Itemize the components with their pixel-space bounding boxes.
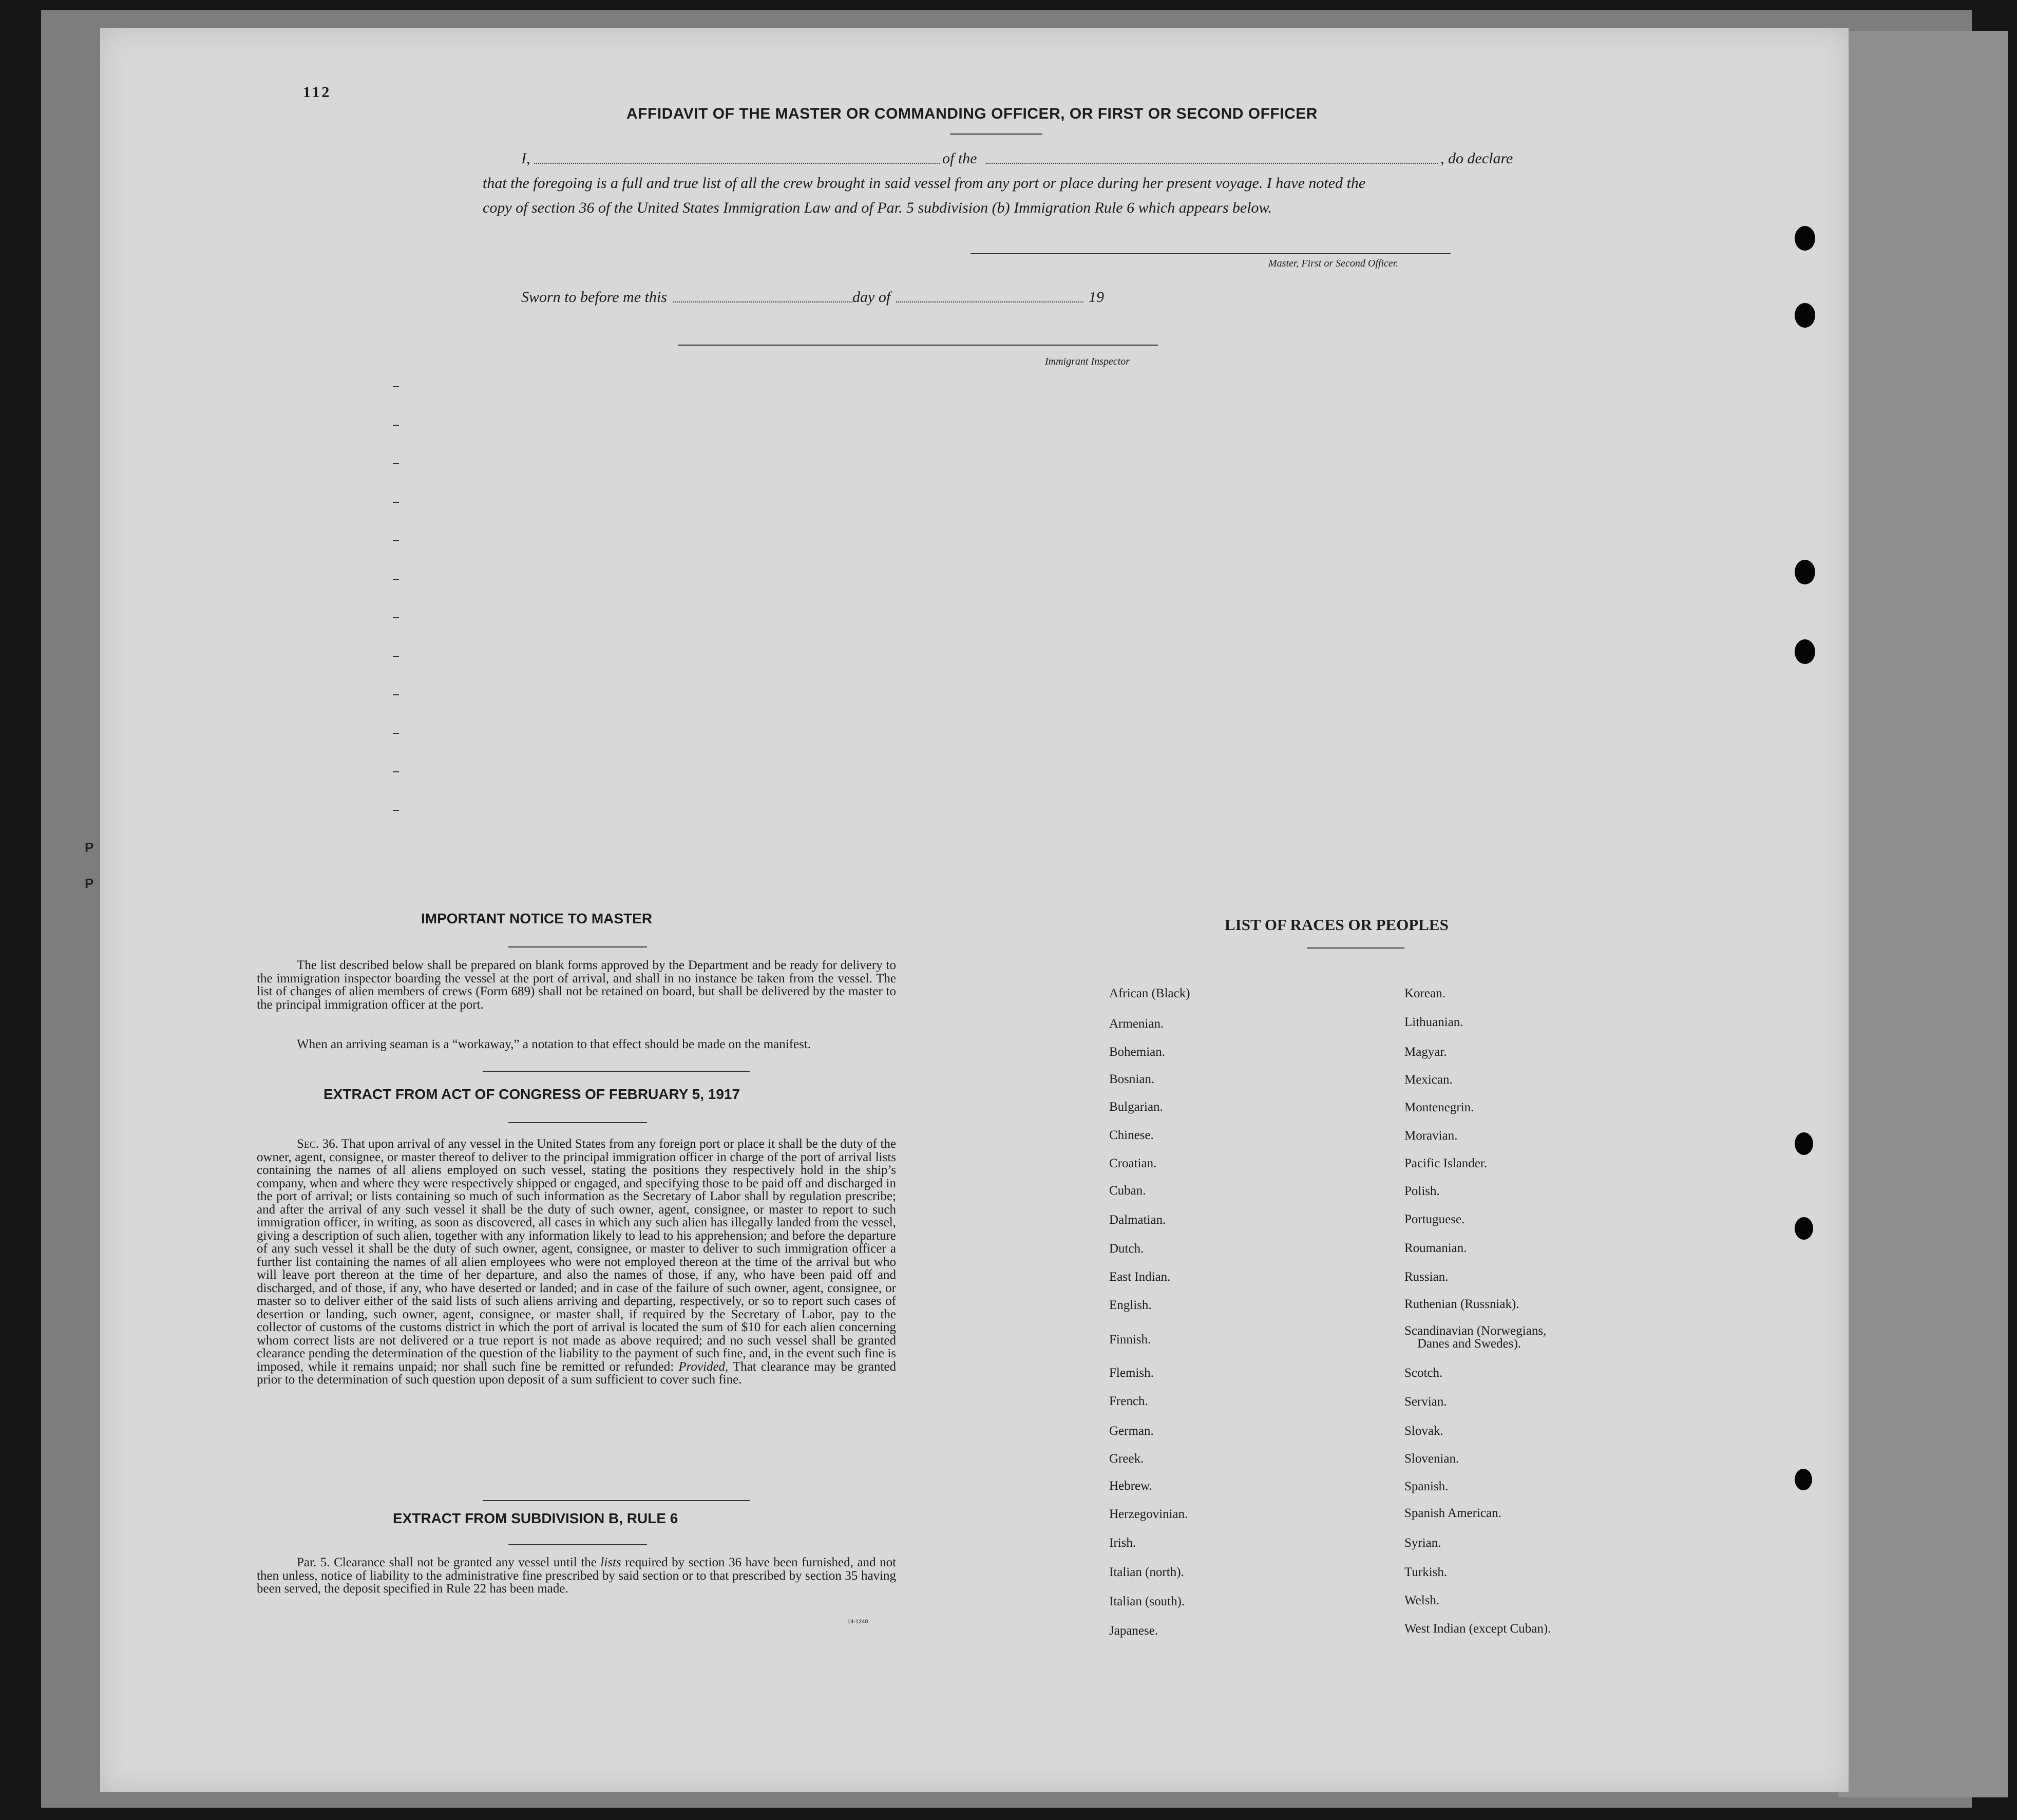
races-title: LIST OF RACES OR PEOPLES	[1225, 916, 1449, 934]
affidavit-declare: , do declare	[1440, 150, 1513, 167]
race-item: Irish.	[1109, 1536, 1136, 1550]
race-item: Ruthenian (Russniak).	[1404, 1297, 1519, 1311]
binder-hole	[1795, 303, 1815, 328]
notice-rule	[508, 946, 647, 947]
race-item: Lithuanian.	[1404, 1015, 1463, 1029]
affidavit-i: I,	[521, 150, 530, 167]
notice-para-1: The list described below shall be prepared on blank forms approved by the Department and be ready for delivery to the immigration inspector boarding the vessel at the port of arrival, and shall in no instance be taken from the vessel. The list of changes of alien members of crews (Form 689) shall not be retained on board, but shall be delivered by the master to the principal immigration officer at the port.	[257, 958, 896, 1012]
race-item: Italian (south).	[1109, 1595, 1185, 1608]
race-item: Russian.	[1404, 1270, 1449, 1284]
month-blank	[896, 301, 1083, 302]
row-dash	[393, 579, 399, 580]
row-dash	[393, 771, 399, 772]
master-signature-line	[971, 253, 1451, 254]
race-item: Servian.	[1404, 1395, 1447, 1409]
race-item: Armenian.	[1109, 1017, 1164, 1031]
row-dash	[393, 425, 399, 426]
race-item: Polish.	[1404, 1184, 1440, 1198]
margin-mark: P	[85, 876, 94, 891]
binder-hole	[1795, 1132, 1813, 1155]
binder-hole	[1795, 226, 1815, 251]
race-item: Flemish.	[1109, 1366, 1154, 1380]
row-dash	[393, 656, 399, 657]
notice-para-2: When an arriving seaman is a “workaway,” a notation to that effect should be made on the manifest.	[297, 1037, 811, 1051]
race-item: Syrian.	[1404, 1536, 1441, 1550]
inspector-signature-line	[678, 345, 1158, 346]
race-item: Bosnian.	[1109, 1072, 1155, 1086]
race-item: Dutch.	[1109, 1242, 1144, 1256]
extract-act-rule	[508, 1122, 647, 1123]
sec-36-body: That upon arrival of any vessel in the United States from any foreign port or place it shall be the duty of the owner, agent, consignee, or master thereof to deliver to the principal immigration officer in charge of the port of arrival lists containing the names of all aliens employed on such vessel, stating the positions they respectively hold in the ship’s company, when and where they were respectively shipped or engaged, and specifying those to be paid off and discharged in the port of arrival; or lists containing so much of such information as the Secretary of Labor shall by regulation prescribe; and after the arrival of any such vessel it shall be the duty of such owner, agent, consignee, or master to report to such immigration officer, in writing, as soon as discovered, all cases in which any such alien has illegally landed from the vessel, giving a description of such alien, together with any information likely to lead to his apprehension; and before the departure of any such vessel it shall be the duty of such owner, agent, consignee, or master to deliver to such immigration officer a further list containing the names of all alien employees who were not employed thereon at the time of the arrival but who will leave port thereon at the time of her departure, and also the names of those, if any, who have been paid off and discharged, and of those, if any, who have deserted or landed; and in case of the failure of such owner, agent, consignee, or master so to deliver either of the said lists of such aliens arriving and departing, respectively, or so to report such cases of desertion or landing, such owner, agent, consignee, or master shall, if required by the Secretary of Labor, pay to the collector of customs of the customs district in which the port of arrival is located the sum of $10 for each alien concerning whom correct lists are not delivered or a true report is not made as above required; and no such vessel shall be granted clearance pending the determination of the question of the liability to the payment of such fine, and, in the event such fine is imposed, while it remains unpaid; nor shall such fine be remitted or refunded:	[257, 1137, 896, 1374]
affidavit-of-the: of the	[942, 150, 977, 167]
sec-label: Sec. 36.	[297, 1137, 338, 1151]
extract-act-title: EXTRACT FROM ACT OF CONGRESS OF FEBRUARY 5, 1917	[324, 1086, 740, 1102]
form-number: 14-1240	[847, 1619, 868, 1625]
race-item: Korean.	[1404, 987, 1445, 1000]
row-dash	[393, 810, 399, 811]
row-dash	[393, 502, 399, 503]
race-item: Moravian.	[1404, 1129, 1458, 1143]
form-page	[85, 28, 1849, 1792]
race-item: Dalmatian.	[1109, 1213, 1166, 1227]
margin-mark: P	[85, 840, 94, 855]
provided-word: Provided,	[678, 1359, 729, 1374]
race-item: English.	[1109, 1298, 1152, 1312]
race-item: Japanese.	[1109, 1624, 1158, 1638]
race-item: Welsh.	[1404, 1594, 1440, 1607]
race-item: Spanish.	[1404, 1480, 1449, 1493]
race-item: Greek.	[1109, 1452, 1144, 1466]
sworn-text: Sworn to before me this	[521, 289, 667, 306]
race-item: Cuban.	[1109, 1184, 1146, 1198]
race-item: Turkish.	[1404, 1565, 1448, 1579]
vessel-blank	[986, 163, 1438, 164]
sworn-day-blank	[673, 301, 852, 302]
master-caption: Master, First or Second Officer.	[1268, 258, 1399, 269]
inspector-caption: Immigrant Inspector	[1045, 356, 1130, 367]
race-item: Pacific Islander.	[1404, 1157, 1488, 1170]
race-item: Chinese.	[1109, 1128, 1154, 1142]
extract-separator	[483, 1500, 750, 1501]
race-item: Herzegovinian.	[1109, 1507, 1188, 1521]
sec-36-end: That clearance may be granted prior to the determination of such question upon deposit of a sum sufficient to cover such fine.	[257, 1359, 897, 1387]
row-dash	[393, 617, 399, 618]
race-item: Montenegrin.	[1404, 1101, 1474, 1114]
row-dash	[393, 463, 399, 464]
binder-hole	[1795, 1217, 1813, 1240]
binder-hole	[1795, 639, 1815, 664]
race-item: Spanish American.	[1404, 1506, 1501, 1520]
underlying-sheet-right	[1838, 31, 2008, 1797]
races-rule	[1307, 947, 1404, 949]
extract-rule-title: EXTRACT FROM SUBDIVISION B, RULE 6	[393, 1510, 678, 1526]
race-item: West Indian (except Cuban).	[1404, 1622, 1551, 1636]
race-item: Finnish.	[1109, 1333, 1151, 1347]
affidavit-line3: copy of section 36 of the United States Immigration Law and of Par. 5 subdivision (b) Immigration Rule 6 which appears below.	[483, 199, 1272, 216]
race-item: Mexican.	[1404, 1073, 1453, 1087]
extract-act-text	[257, 1138, 896, 1387]
race-item: Portuguese.	[1404, 1212, 1465, 1226]
race-item: Magyar.	[1404, 1045, 1447, 1059]
race-item: Scandinavian (Norwegians,	[1404, 1324, 1547, 1338]
race-item: Scotch.	[1404, 1366, 1443, 1380]
extract-rule-text	[257, 1556, 896, 1596]
race-item: Roumanian.	[1404, 1241, 1467, 1255]
title-rule	[950, 134, 1042, 135]
notice-title: IMPORTANT NOTICE TO MASTER	[421, 911, 653, 926]
race-item: Slovak.	[1404, 1424, 1443, 1438]
race-item: Danes and Swedes).	[1417, 1337, 1521, 1351]
rule-lists-word: lists	[600, 1556, 621, 1569]
race-item: Bohemian.	[1109, 1045, 1166, 1059]
day-of-text: day of	[852, 289, 891, 306]
notice-separator	[483, 1071, 750, 1072]
extract-rule-rule	[508, 1544, 647, 1545]
race-item: Hebrew.	[1109, 1479, 1152, 1493]
name-blank	[534, 163, 940, 164]
race-item: Croatian.	[1109, 1157, 1157, 1170]
rule-text-b: required by section 36 have been furnished, and not then unless, notice of liability to the administrative fine prescribed by said section or to that prescribed by section 35 having been served, the deposit specified in Rule 22 has been made.	[257, 1556, 897, 1596]
binder-hole	[1795, 1469, 1812, 1490]
header-handwritten-mark: 112	[303, 84, 332, 101]
race-item: African (Black)	[1109, 987, 1190, 1000]
race-item: Bulgarian.	[1109, 1100, 1163, 1114]
rule-text-a: Par. 5. Clearance shall not be granted any vessel until the	[297, 1556, 597, 1569]
year-prefix: 19	[1089, 289, 1104, 306]
row-dash	[393, 386, 399, 387]
affidavit-line2: that the foregoing is a full and true list of all the crew brought in said vessel from any port or place during her present voyage. I have noted the	[483, 175, 1366, 192]
binder-hole	[1795, 560, 1815, 584]
race-item: Slovenian.	[1404, 1452, 1459, 1466]
row-dash	[393, 733, 399, 734]
race-item: East Indian.	[1109, 1270, 1171, 1284]
affidavit-title: AFFIDAVIT OF THE MASTER OR COMMANDING OFFICER, OR FIRST OR SECOND OFFICER	[626, 105, 1318, 122]
race-item: German.	[1109, 1424, 1154, 1438]
row-dash	[393, 540, 399, 541]
row-dash	[393, 694, 399, 695]
race-item: Italian (north).	[1109, 1565, 1184, 1579]
race-item: French.	[1109, 1394, 1148, 1408]
